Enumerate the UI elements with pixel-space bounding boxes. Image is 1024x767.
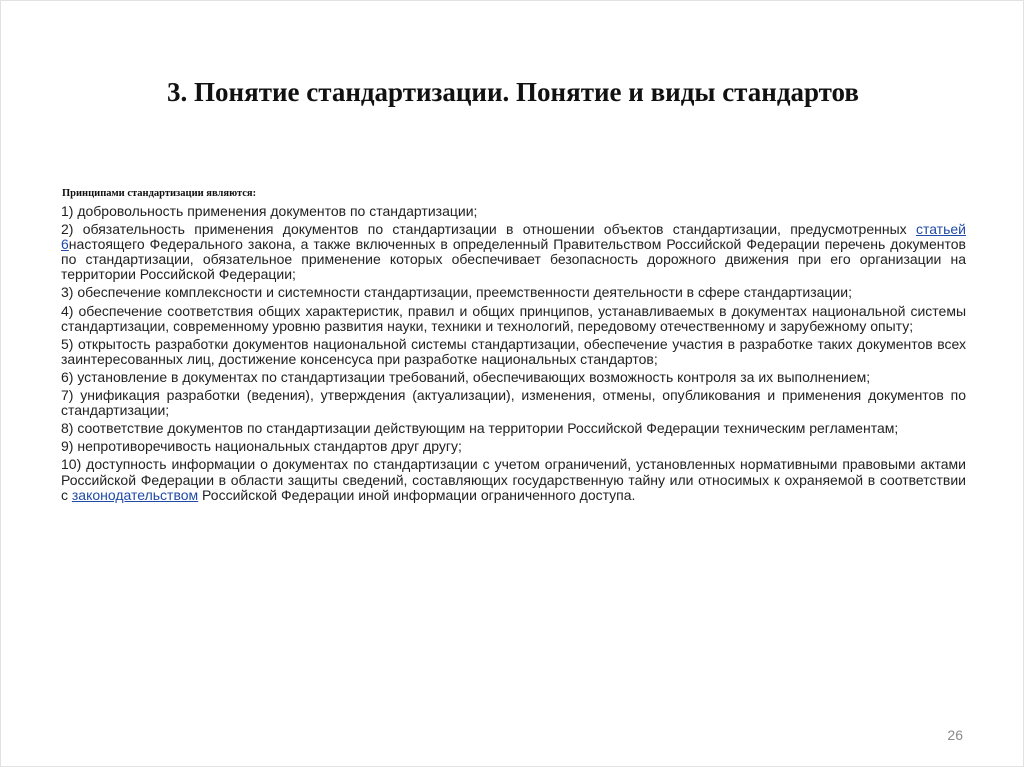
principle-item-5: 5) открытость разработки документов национальной системы стандартизации, обеспечение участия в разработке таких документов всех заинтересованных лиц, достижение консенсуса при разработке национальных стандартов; xyxy=(61,335,966,367)
principles-list xyxy=(61,204,966,506)
principle-item-8: 8) соответствие документов по стандартизации действующим на территории Российской Федерации техническим регламентам; xyxy=(61,420,899,437)
principle-item-3: 3) обеспечение комплексности и системности стандартизации, преемственности деятельности в сфере стандартизации; xyxy=(61,284,852,301)
principle-item-6: 6) установление в документах по стандартизации требований, обеспечивающих возможность контроля за их выполнением; xyxy=(61,368,871,385)
legislation-link[interactable]: законодательством xyxy=(71,486,199,503)
principle-item-10-text-after: Российской Федерации иной информации ограниченного доступа. xyxy=(198,486,636,503)
principle-item-10-text-before: 10) доступность информации о документах по стандартизации с учетом ограничений, установленных нормативными правовыми актами Российской Федерации в области защиты сведений, составляющих государственную тайну или относимых к охраняемой в соответствии с xyxy=(61,456,966,503)
slide-title: 3. Понятие стандартизации. Понятие и виды стандартов xyxy=(167,77,859,107)
principle-item-10 xyxy=(61,457,966,502)
principle-item-2-text-after: настоящего Федерального закона, а также включенных в определенный Правительством Российской Федерации перечень документов по стандартизации, обязательное применение которых обеспечивает безопасность дорожного движения при его организации на территории Российской Федерации; xyxy=(61,236,966,283)
principle-item-9: 9) непротиворечивость национальных стандартов друг другу; xyxy=(61,438,462,455)
principle-item-4: 4) обеспечение соответствия общих характеристик, правил и общих принципов, устанавливаемых в документах национальной системы стандартизации, современному уровню развития науки, техники и технологий, передовому отечественному и зарубежному опыту; xyxy=(61,302,966,334)
principles-intro: Принципами стандартизации являются: xyxy=(62,188,257,199)
article-6-link[interactable]: статьей 6 xyxy=(61,221,966,253)
principle-item-2 xyxy=(61,222,966,282)
principle-item-1: 1) добровольность применения документов по стандартизации; xyxy=(61,203,478,219)
principle-item-2-text-before: 2) обязательность применения документов по стандартизации в отношении объектов стандартизации, предусмотренных xyxy=(61,221,916,238)
page-number: 26 xyxy=(947,727,963,743)
principle-item-7: 7) унификация разработки (ведения), утверждения (актуализации), изменения, отмены, опубликования и применения документов по стандартизации; xyxy=(61,387,966,419)
